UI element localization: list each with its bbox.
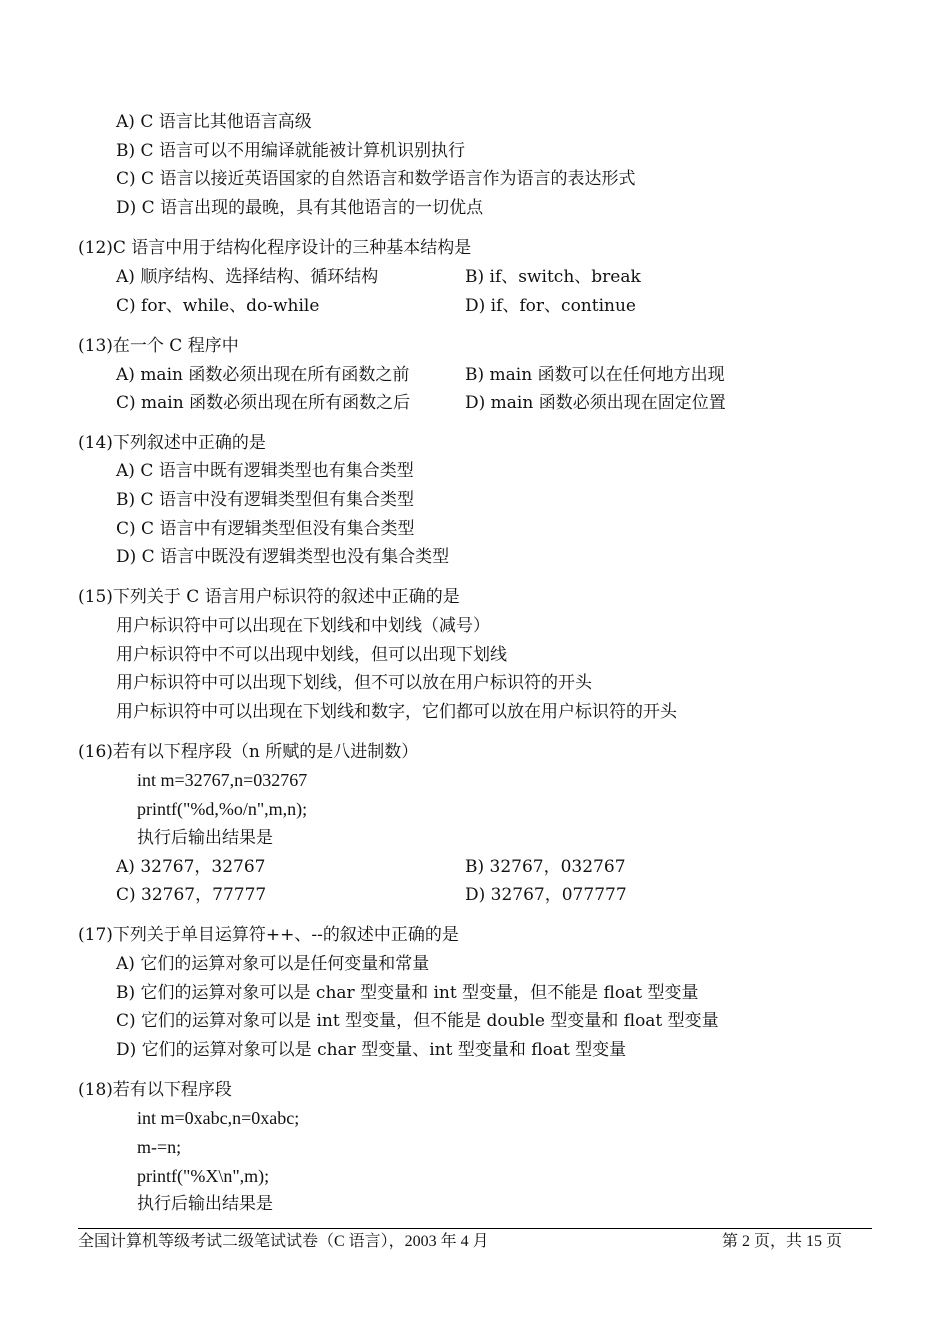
q18-code-line-1: int m=0xabc,n=0xabc; xyxy=(137,1108,300,1128)
q12-option-a: A) 顺序结构、选择结构、循环结构 xyxy=(116,267,379,287)
q14-option-c: C) C 语言中有逻辑类型但没有集合类型 xyxy=(116,519,415,539)
q14-option-a: A) C 语言中既有逻辑类型也有集合类型 xyxy=(116,461,414,481)
q17-option-a: A) 它们的运算对象可以是任何变量和常量 xyxy=(116,954,430,974)
q13-option-a: A) main 函数必须出现在所有函数之前 xyxy=(116,365,410,385)
q11-option-a: A) C 语言比其他语言高级 xyxy=(116,112,312,132)
q16-prompt: 执行后输出结果是 xyxy=(137,828,273,848)
q16-option-a: A) 32767，32767 xyxy=(116,857,266,877)
q12-option-b: B) if、switch、break xyxy=(465,267,641,287)
footer-page-number: 第 2 页，共 15 页 xyxy=(721,1233,842,1250)
q15-option-a: 用户标识符中可以出现在下划线和中划线（减号） xyxy=(116,616,490,636)
q12-option-c: C) for、while、do-while xyxy=(116,296,320,316)
q11-option-c: C) C 语言以接近英语国家的自然语言和数学语言作为语言的表达形式 xyxy=(116,169,636,189)
q18-stem: (18)若有以下程序段 xyxy=(78,1080,232,1100)
q12-stem: (12)C 语言中用于结构化程序设计的三种基本结构是 xyxy=(78,238,472,258)
q13-option-c: C) main 函数必须出现在所有函数之后 xyxy=(116,393,411,413)
q12-option-d: D) if、for、continue xyxy=(465,296,636,316)
q18-code-line-3: printf("%X\n",m); xyxy=(137,1166,270,1186)
q11-option-d: D) C 语言出现的最晚，具有其他语言的一切优点 xyxy=(116,198,484,218)
q13-option-b: B) main 函数可以在任何地方出现 xyxy=(465,365,725,385)
q14-stem: (14)下列叙述中正确的是 xyxy=(78,433,266,453)
q17-option-d: D) 它们的运算对象可以是 char 型变量、int 型变量和 float 型变量 xyxy=(116,1040,627,1060)
q16-option-c: C) 32767，77777 xyxy=(116,885,267,905)
q14-option-d: D) C 语言中既没有逻辑类型也没有集合类型 xyxy=(116,547,450,567)
q16-option-d: D) 32767，077777 xyxy=(465,885,627,905)
q18-prompt: 执行后输出结果是 xyxy=(137,1194,273,1214)
q17-option-b: B) 它们的运算对象可以是 char 型变量和 int 型变量，但不能是 float 型变量 xyxy=(116,983,699,1003)
q16-stem: (16)若有以下程序段（n 所赋的是八进制数） xyxy=(78,742,419,762)
q11-option-b: B) C 语言可以不用编译就能被计算机识别执行 xyxy=(116,141,465,161)
q15-option-d: 用户标识符中可以出现在下划线和数字，它们都可以放在用户标识符的开头 xyxy=(116,702,677,722)
q18-code-line-2: m-=n; xyxy=(137,1137,182,1157)
q17-stem: (17)下列关于单目运算符++、--的叙述中正确的是 xyxy=(78,925,459,945)
q15-option-c: 用户标识符中可以出现下划线，但不可以放在用户标识符的开头 xyxy=(116,673,592,693)
q16-code-line-2: printf("%d,%o/n",m,n); xyxy=(137,799,308,819)
footer-title: 全国计算机等级考试二级笔试试卷（C 语言），2003 年 4 月 xyxy=(78,1233,489,1250)
q15-stem: (15)下列关于 C 语言用户标识符的叙述中正确的是 xyxy=(78,587,460,607)
footer-rule xyxy=(78,1228,872,1229)
q17-option-c: C) 它们的运算对象可以是 int 型变量，但不能是 double 型变量和 float 型变量 xyxy=(116,1011,719,1031)
q14-option-b: B) C 语言中没有逻辑类型但有集合类型 xyxy=(116,490,414,510)
q15-option-b: 用户标识符中不可以出现中划线，但可以出现下划线 xyxy=(116,645,507,665)
q16-option-b: B) 32767，032767 xyxy=(465,857,626,877)
q13-stem: (13)在一个 C 程序中 xyxy=(78,336,239,356)
q13-option-d: D) main 函数必须出现在固定位置 xyxy=(465,393,726,413)
q16-code-line-1: int m=32767,n=032767 xyxy=(137,770,308,790)
